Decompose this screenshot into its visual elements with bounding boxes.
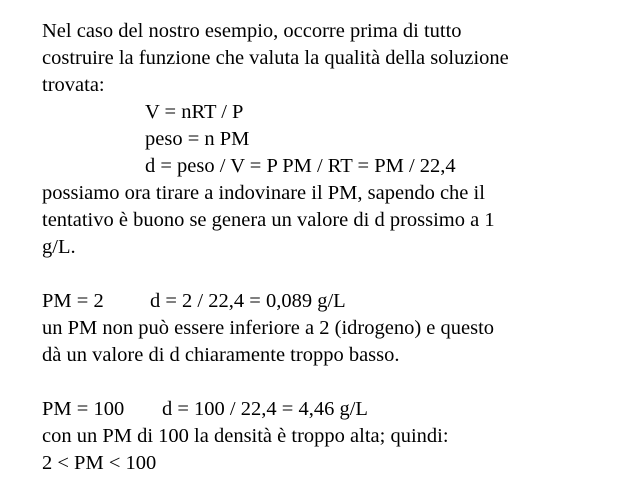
formula-density: d = peso / V = P PM / RT = PM / 22,4 (145, 155, 456, 177)
case-pm100-line-2: 2 < PM < 100 (42, 452, 157, 474)
case-pm2-line-2: dà un valore di d chiaramente troppo basso. (42, 344, 400, 366)
spacer (42, 369, 622, 396)
guess-line-3: g/L. (42, 236, 76, 258)
guess-line-1: possiamo ora tirare a indovinare il PM, sapendo che il (42, 182, 485, 204)
spacer (42, 261, 622, 288)
case-pm100-density: d = 100 / 22,4 = 4,46 g/L (162, 398, 368, 420)
case-pm2-density: d = 2 / 22,4 = 0,089 g/L (150, 290, 346, 312)
document-body (42, 18, 622, 477)
formula-weight: peso = n PM (145, 128, 250, 150)
formula-volume: V = nRT / P (145, 101, 244, 123)
case-pm100-line-1: con un PM di 100 la densità è troppo alta; quindi: (42, 425, 449, 447)
intro-line-2: costruire la funzione che valuta la qualità della soluzione (42, 47, 509, 69)
case-pm2-row (42, 288, 622, 315)
intro-line-3: trovata: (42, 74, 105, 96)
case-pm2-line-1: un PM non può essere inferiore a 2 (idrogeno) e questo (42, 317, 495, 339)
case-pm2-label: PM = 2 (42, 290, 104, 312)
case-pm100-row (42, 396, 622, 423)
case-pm100-label: PM = 100 (42, 398, 125, 420)
guess-line-2: tentativo è buono se genera un valore di d prossimo a 1 (42, 209, 495, 231)
intro-line-1: Nel caso del nostro esempio, occorre prima di tutto (42, 20, 462, 42)
